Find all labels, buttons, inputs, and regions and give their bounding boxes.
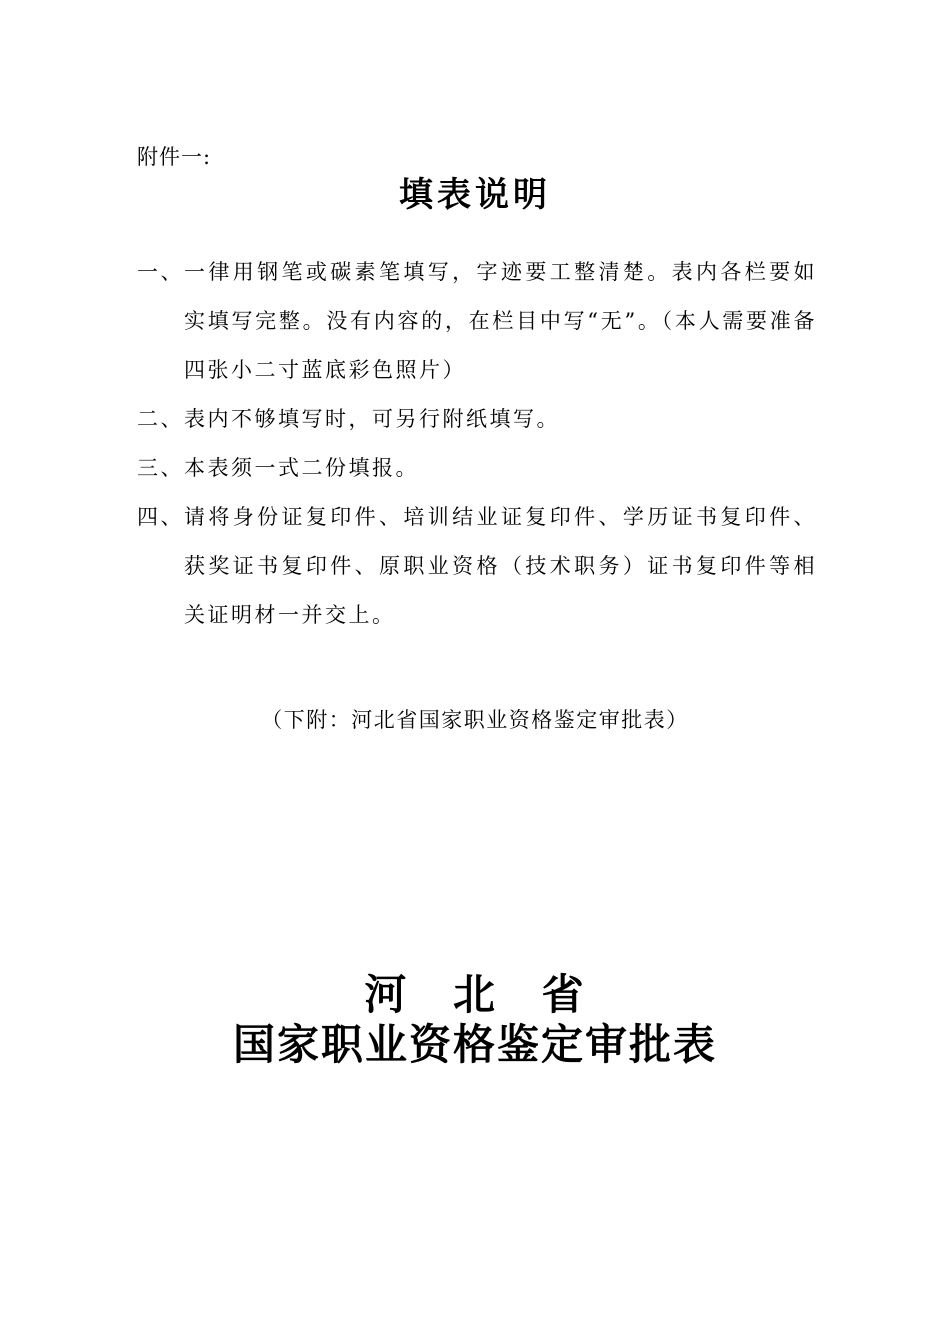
attachment-label: 附件一: (137, 145, 212, 169)
instruction-item (137, 248, 817, 395)
instruction-number: 三、 (137, 456, 184, 480)
instruction-number: 一、 (137, 260, 184, 284)
instruction-text: 本表须一式二份填报。 (184, 456, 419, 480)
appendix-note: （下附：河北省国家职业资格鉴定审批表） (261, 708, 689, 732)
cover-province: 河 北 省 (364, 970, 586, 1019)
instruction-list (137, 248, 817, 640)
instruction-item (137, 444, 817, 493)
instruction-number: 二、 (137, 407, 184, 431)
instruction-number: 四、 (137, 505, 184, 529)
instruction-text: 一律用钢笔或碳素笔填写，字迹要工整清楚。表内各栏要如实填写完整。没有内容的，在栏目中写“无”。（本人需要准备四张小二寸蓝底彩色照片） (184, 260, 817, 382)
cover-form-title: 国家职业资格鉴定审批表 (232, 1020, 717, 1069)
instruction-item (137, 395, 817, 444)
page-title: 填表说明 (399, 175, 551, 215)
instruction-item (137, 493, 817, 640)
instruction-text: 表内不够填写时，可另行附纸填写。 (184, 407, 560, 431)
instruction-text: 请将身份证复印件、培训结业证复印件、学历证书复印件、获奖证书复印件、原职业资格（技术职务）证书复印件等相关证明材一并交上。 (184, 505, 817, 627)
